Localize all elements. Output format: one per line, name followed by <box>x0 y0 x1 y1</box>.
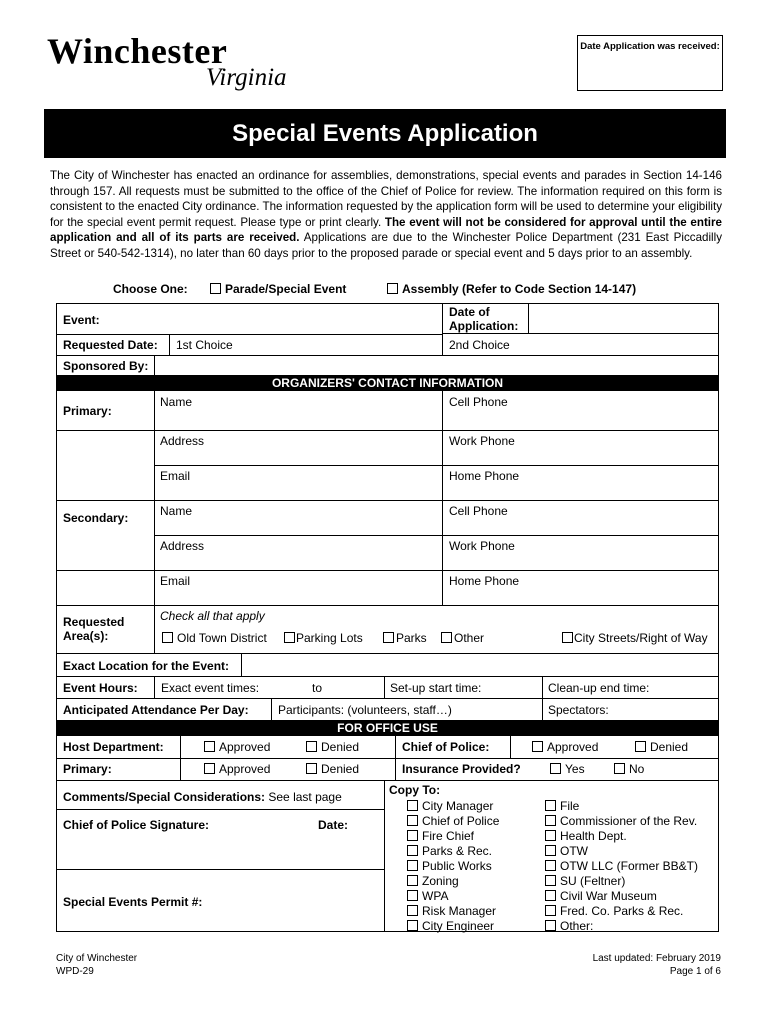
copy-left-label: Fire Chief <box>422 829 475 843</box>
option-assembly-label: Assembly (Refer to Code Section 14-147) <box>402 282 637 296</box>
insurance-no-checkbox[interactable] <box>614 763 625 774</box>
copy-right-checkbox[interactable] <box>545 830 556 841</box>
signature-date-label: Date: <box>318 818 349 832</box>
chief-denied[interactable] <box>635 740 688 754</box>
copy-right-item[interactable] <box>545 904 683 918</box>
primary-approved[interactable] <box>204 762 270 776</box>
participants-field[interactable]: Participants: (volunteers, staff…) <box>278 703 452 717</box>
attendance-label: Anticipated Attendance Per Day: <box>63 703 249 717</box>
area-parks-label: Parks <box>396 631 427 645</box>
copy-right-item[interactable] <box>545 829 627 843</box>
copy-left-checkbox[interactable] <box>407 800 418 811</box>
setup-time-field[interactable]: Set-up start time: <box>390 681 482 695</box>
primary-name-field[interactable]: Name <box>160 395 193 409</box>
footer-updated: Last updated: February 2019 <box>592 953 721 964</box>
area-city-streets[interactable] <box>562 631 708 645</box>
areas-hint: Check all that apply <box>160 609 265 623</box>
copy-right-label: OTW LLC (Former BB&T) <box>560 859 699 873</box>
primary-work-field[interactable]: Work Phone <box>449 434 515 448</box>
area-city-streets-label: City Streets/Right of Way <box>574 631 708 645</box>
host-denied[interactable] <box>306 740 359 754</box>
secondary-cell-field[interactable]: Cell Phone <box>449 504 508 518</box>
insurance-no[interactable] <box>614 762 644 776</box>
parks-checkbox[interactable] <box>383 632 394 643</box>
requested-date-label: Requested Date: <box>63 338 158 352</box>
primary-denied-label: Denied <box>321 762 360 776</box>
copy-left-label: Public Works <box>422 859 492 873</box>
footer-right <box>593 953 721 978</box>
copy-right-item[interactable] <box>545 874 625 888</box>
page-title: Special Events Application <box>44 109 726 158</box>
host-approved-checkbox[interactable] <box>204 741 215 752</box>
event-hours-label: Event Hours: <box>63 681 138 695</box>
signature-label: Chief of Police Signature: <box>63 818 210 832</box>
intro-text: The City of Winchester has enacted an ordinance for assemblies, demonstrations, special events and parades in Section 14-146 through 157. All requests must be submitted to the office of the Chief of Police for review. The information required on this form is consistent to the enacted City ordinance. The information requested by the application form will be used to determine your eligibility for the special event permit request. Please type or print clearly. <box>50 169 722 229</box>
copy-right-checkbox[interactable] <box>545 845 556 856</box>
secondary-address-field[interactable]: Address <box>160 539 205 553</box>
office-use-heading: FOR OFFICE USE <box>56 720 719 736</box>
insurance-yes[interactable] <box>550 762 585 776</box>
copy-to-label: Copy To: <box>389 783 441 797</box>
insurance-yes-checkbox[interactable] <box>550 763 561 774</box>
application-form <box>56 303 719 932</box>
copy-right-item[interactable] <box>545 814 697 828</box>
copy-left-item[interactable] <box>407 844 492 858</box>
footer-page: Page 1 of 6 <box>669 965 721 977</box>
footer-city: City of Winchester <box>56 953 138 964</box>
host-department-label: Host Department: <box>63 740 164 754</box>
copy-left-checkbox[interactable] <box>407 875 418 886</box>
option-assembly[interactable] <box>387 282 636 296</box>
insurance-no-label: No <box>629 762 645 776</box>
copy-right-item[interactable] <box>545 889 657 903</box>
exact-times-field[interactable]: Exact event times: <box>161 681 260 695</box>
copy-right-label: OTW <box>560 844 588 858</box>
chief-denied-checkbox[interactable] <box>635 741 646 752</box>
copy-left-label: City Manager <box>422 799 494 813</box>
times-to: to <box>312 681 323 695</box>
intro-paragraph <box>50 168 722 262</box>
host-approved-label: Approved <box>219 740 271 754</box>
parade-checkbox[interactable] <box>210 283 221 294</box>
copy-left-item[interactable] <box>407 904 496 918</box>
copy-left-checkbox[interactable] <box>407 845 418 856</box>
host-denied-label: Denied <box>321 740 360 754</box>
chief-approved-label: Approved <box>547 740 599 754</box>
host-approved[interactable] <box>204 740 270 754</box>
copy-right-checkbox[interactable] <box>545 815 556 826</box>
primary-email-field[interactable]: Email <box>160 469 191 483</box>
option-parade-label: Parade/Special Event <box>225 282 347 296</box>
date-received-label: Date Application was received: <box>580 41 720 52</box>
permit-number-label: Special Events Permit #: <box>63 895 203 909</box>
copy-left-checkbox[interactable] <box>407 860 418 871</box>
copy-right-checkbox[interactable] <box>545 890 556 901</box>
other-checkbox[interactable] <box>441 632 452 643</box>
intro-tail: Applications are due to the Winchester Police Department (231 East Piccadilly Street or 540-542-1314), no later than 60 days prior to the proposed parade or special event and 5 days prior to an assembly. <box>50 231 722 260</box>
copy-left-checkbox[interactable] <box>407 905 418 916</box>
copy-right-label: Commissioner of the Rev. <box>560 814 698 828</box>
logo-winchester: Winchester <box>47 31 228 71</box>
copy-left-checkbox[interactable] <box>407 890 418 901</box>
primary-denied-checkbox[interactable] <box>306 763 317 774</box>
copy-left-label: Parks & Rec. <box>422 844 493 858</box>
copy-left-item[interactable] <box>407 799 493 813</box>
insurance-label: Insurance Provided? <box>402 762 521 776</box>
secondary-name-field[interactable]: Name <box>160 504 193 518</box>
copy-right-item[interactable] <box>545 799 579 813</box>
old-town-checkbox[interactable] <box>162 632 173 643</box>
parking-lots-checkbox[interactable] <box>284 632 295 643</box>
chief-approved-checkbox[interactable] <box>532 741 543 752</box>
requested-areas-label: Requested Area(s): <box>63 615 125 643</box>
event-label: Event: <box>63 313 100 327</box>
date-of-application-label: Date of Application: <box>449 305 519 333</box>
secondary-home-field[interactable]: Home Phone <box>449 574 520 588</box>
copy-right-label: Fred. Co. Parks & Rec. <box>560 904 684 918</box>
primary-home-field[interactable]: Home Phone <box>449 469 520 483</box>
assembly-checkbox[interactable] <box>387 283 398 294</box>
secondary-email-field[interactable]: Email <box>160 574 191 588</box>
primary-approved-checkbox[interactable] <box>204 763 215 774</box>
date-received-box <box>577 35 723 91</box>
comments-label-tail: See last page <box>265 790 342 804</box>
first-choice-field[interactable]: 1st Choice <box>176 338 233 352</box>
copy-right-label: Other: <box>560 919 594 933</box>
copy-left-item[interactable] <box>407 874 459 888</box>
host-denied-checkbox[interactable] <box>306 741 317 752</box>
secondary-work-field[interactable]: Work Phone <box>449 539 515 553</box>
copy-right-checkbox[interactable] <box>545 800 556 811</box>
comments-label-bold: Comments/Special Considerations: <box>63 790 266 804</box>
area-parking-lots-label: Parking Lots <box>296 631 363 645</box>
copy-right-checkbox[interactable] <box>545 920 556 931</box>
copy-right-label: File <box>560 799 580 813</box>
chief-of-police-label: Chief of Police: <box>402 740 490 754</box>
primary-approved-label: Approved <box>219 762 271 776</box>
copy-left-item[interactable] <box>407 919 494 933</box>
copy-right-item[interactable] <box>545 844 588 858</box>
area-parking-lots[interactable] <box>284 631 363 645</box>
copy-left-item[interactable] <box>407 814 499 828</box>
area-old-town[interactable] <box>162 631 267 645</box>
copy-right-checkbox[interactable] <box>545 875 556 886</box>
copy-right-label: Civil War Museum <box>560 889 657 903</box>
area-old-town-label: Old Town District <box>177 631 267 645</box>
copy-right-checkbox[interactable] <box>545 905 556 916</box>
copy-right-label: SU (Feltner) <box>560 874 626 888</box>
secondary-label: Secondary: <box>63 511 129 525</box>
copy-right-checkbox[interactable] <box>545 860 556 871</box>
comments-label <box>63 790 342 804</box>
insurance-yes-label: Yes <box>565 762 585 776</box>
exact-location-label: Exact Location for the Event: <box>63 659 230 673</box>
copy-right-item[interactable] <box>545 919 593 933</box>
copy-left-label: Risk Manager <box>422 904 497 918</box>
chief-approved[interactable] <box>532 740 598 754</box>
copy-left-label: City Engineer <box>422 919 495 933</box>
copy-left-checkbox[interactable] <box>407 920 418 931</box>
copy-left-label: Zoning <box>422 874 459 888</box>
logo-virginia: Virginia <box>206 64 287 91</box>
area-other-label: Other <box>454 631 485 645</box>
copy-left-checkbox[interactable] <box>407 815 418 826</box>
copy-right-label: Health Dept. <box>560 829 627 843</box>
copy-left-checkbox[interactable] <box>407 830 418 841</box>
copy-right-item[interactable] <box>545 859 698 873</box>
office-primary-label: Primary: <box>63 762 112 776</box>
city-streets-checkbox[interactable] <box>562 632 573 643</box>
copy-left-item[interactable] <box>407 859 492 873</box>
spectators-field[interactable]: Spectators: <box>548 703 609 717</box>
second-choice-field[interactable]: 2nd Choice <box>449 338 510 352</box>
primary-label: Primary: <box>63 404 112 418</box>
area-other[interactable] <box>441 631 484 645</box>
footer-left <box>56 953 137 978</box>
sponsored-by-label: Sponsored By: <box>63 359 149 373</box>
copy-left-item[interactable] <box>407 889 448 903</box>
primary-cell-field[interactable]: Cell Phone <box>449 395 508 409</box>
primary-address-field[interactable]: Address <box>160 434 205 448</box>
chief-denied-label: Denied <box>650 740 689 754</box>
copy-left-label: Chief of Police <box>422 814 500 828</box>
option-parade[interactable] <box>210 282 346 296</box>
primary-denied[interactable] <box>306 762 359 776</box>
choose-one-label: Choose One: <box>113 282 188 296</box>
area-parks[interactable] <box>383 631 427 645</box>
copy-left-item[interactable] <box>407 829 474 843</box>
intro-bold: The event will not be considered for approval until the entire application and all of its parts are received. <box>50 215 722 245</box>
footer-form-id: WPD-29 <box>56 965 94 977</box>
organizers-heading: ORGANIZERS' CONTACT INFORMATION <box>56 375 719 391</box>
copy-left-label: WPA <box>422 889 449 903</box>
cleanup-time-field[interactable]: Clean-up end time: <box>548 681 650 695</box>
